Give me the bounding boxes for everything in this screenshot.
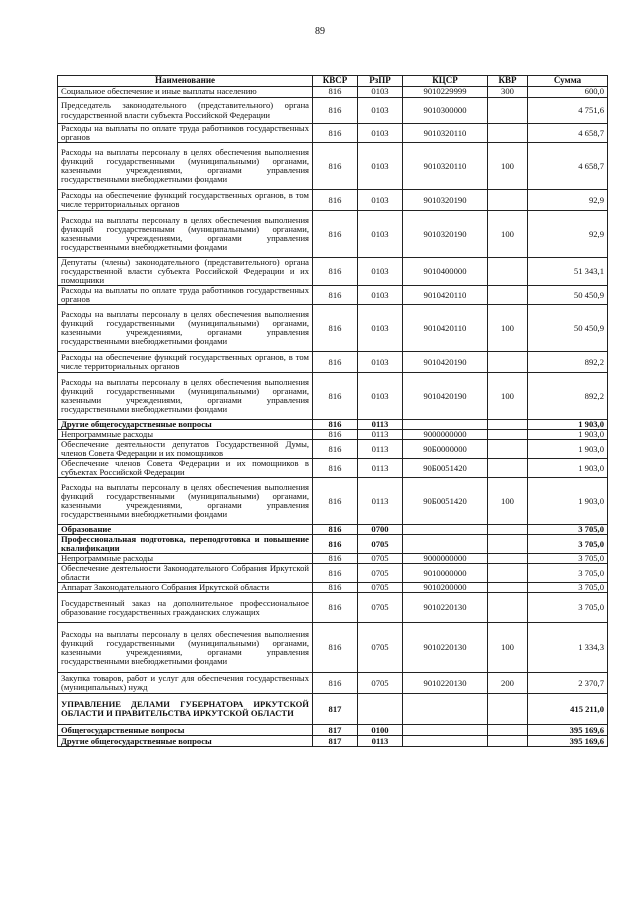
row-kvsr: 816 [313,143,358,190]
header-sum: Сумма [528,76,608,87]
row-kvsr: 817 [313,694,358,725]
row-kvr [488,440,528,459]
table-row [58,98,608,124]
row-kvr [488,258,528,286]
row-rzpr: 0103 [358,352,403,373]
row-kvr [488,564,528,583]
row-kcsr: 9010000000 [403,564,488,583]
row-kvr: 100 [488,623,528,673]
row-kvsr: 816 [313,440,358,459]
row-name: Другие общегосударственные вопросы [58,736,313,747]
row-rzpr: 0103 [358,258,403,286]
row-rzpr: 0705 [358,535,403,554]
table-row [58,373,608,420]
row-rzpr: 0103 [358,98,403,124]
row-kvr [488,694,528,725]
row-kvsr: 816 [313,190,358,211]
header-rzpr: РзПР [358,76,403,87]
row-kcsr [403,725,488,736]
row-sum: 1 903,0 [528,430,608,440]
row-kvsr: 816 [313,124,358,143]
row-name: Обеспечение деятельности Законодательного Собрания Иркутской области [58,564,313,583]
row-name: УПРАВЛЕНИЕ ДЕЛАМИ ГУБЕРНАТОРА ИРКУТСКОЙ ОБЛАСТИ И ПРАВИТЕЛЬСТВА ИРКУТСКОЙ ОБЛАСТИ [58,694,313,725]
row-kvsr: 816 [313,286,358,305]
table-row [58,124,608,143]
row-sum: 51 343,1 [528,258,608,286]
row-kvr: 100 [488,478,528,525]
row-kvr: 100 [488,305,528,352]
row-name: Расходы на выплаты по оплате труда работников государственных органов [58,124,313,143]
row-kcsr: 9010200000 [403,583,488,593]
table-row [58,420,608,430]
budget-table [57,75,608,747]
row-kvsr: 816 [313,98,358,124]
table-row [58,554,608,564]
row-kvsr: 816 [313,673,358,694]
header-name: Наименование [58,76,313,87]
page-number: 89 [315,26,325,37]
row-name: Общегосударственные вопросы [58,725,313,736]
row-kvsr: 816 [313,459,358,478]
row-kvr [488,352,528,373]
row-kcsr [403,535,488,554]
row-kcsr: 90Б0000000 [403,440,488,459]
row-rzpr: 0705 [358,623,403,673]
row-kvsr: 816 [313,593,358,623]
row-kcsr [403,736,488,747]
row-rzpr: 0103 [358,87,403,98]
row-kvr [488,430,528,440]
row-rzpr: 0705 [358,593,403,623]
row-name: Непрограммные расходы [58,554,313,564]
row-rzpr: 0113 [358,736,403,747]
row-rzpr: 0103 [358,124,403,143]
row-name: Другие общегосударственные вопросы [58,420,313,430]
table-row [58,564,608,583]
row-rzpr: 0113 [358,459,403,478]
row-name: Расходы на выплаты персоналу в целях обеспечения выполнения функций государственными (муниципальными) органами, казенными учреждениями, органами управления государственными внебюджетными фондами [58,143,313,190]
row-kcsr: 90Б0051420 [403,478,488,525]
table-row [58,593,608,623]
row-kvsr: 816 [313,478,358,525]
row-rzpr: 0113 [358,430,403,440]
row-kcsr: 9010420110 [403,286,488,305]
table-row [58,478,608,525]
row-kvr [488,593,528,623]
row-kcsr: 9010420190 [403,352,488,373]
row-kcsr [403,420,488,430]
row-name: Непрограммные расходы [58,430,313,440]
row-rzpr: 0113 [358,478,403,525]
table-header [58,76,608,87]
row-kvsr: 816 [313,583,358,593]
table-body [58,87,608,747]
row-sum: 2 370,7 [528,673,608,694]
row-kcsr [403,525,488,535]
table-row [58,87,608,98]
row-sum: 3 705,0 [528,525,608,535]
row-name: Депутаты (члены) законодательного (представительного) органа государственной власти субъекта Российской Федерации и их помощники [58,258,313,286]
table-row [58,430,608,440]
table-row [58,352,608,373]
row-sum: 4 658,7 [528,124,608,143]
row-kcsr: 9010320190 [403,211,488,258]
row-sum: 1 903,0 [528,420,608,430]
header-kvr: КВР [488,76,528,87]
row-name: Профессиональная подготовка, переподготовка и повышение квалификации [58,535,313,554]
header-kcsr: КЦСР [403,76,488,87]
row-kvsr: 816 [313,352,358,373]
row-kvr [488,736,528,747]
row-kvr: 100 [488,373,528,420]
row-name: Расходы на выплаты по оплате труда работников государственных органов [58,286,313,305]
row-rzpr: 0103 [358,286,403,305]
row-name: Обеспечение членов Совета Федерации и их помощников в субъектах Российской Федерации [58,459,313,478]
row-sum: 1 903,0 [528,440,608,459]
row-name: Расходы на обеспечение функций государственных органов, в том числе территориальных органов [58,352,313,373]
row-kvr [488,124,528,143]
row-name: Социальное обеспечение и иные выплаты населению [58,87,313,98]
header-row [58,76,608,87]
table-row [58,623,608,673]
row-sum: 3 705,0 [528,593,608,623]
header-kvsr: КВСР [313,76,358,87]
table-row [58,211,608,258]
row-sum: 3 705,0 [528,564,608,583]
row-kcsr [403,694,488,725]
row-kvsr: 817 [313,736,358,747]
row-kvr [488,286,528,305]
table-row [58,535,608,554]
row-sum: 892,2 [528,373,608,420]
row-kvsr: 816 [313,87,358,98]
row-kcsr: 9010420190 [403,373,488,420]
row-name: Закупка товаров, работ и услуг для обеспечения государственных (муниципальных) нужд [58,673,313,694]
row-sum: 415 211,0 [528,694,608,725]
row-kvr: 200 [488,673,528,694]
row-sum: 395 169,6 [528,736,608,747]
row-sum: 50 450,9 [528,305,608,352]
row-kvsr: 816 [313,420,358,430]
table-row [58,725,608,736]
row-kvsr: 816 [313,305,358,352]
row-name: Расходы на выплаты персоналу в целях обеспечения выполнения функций государственными (муниципальными) органами, казенными учреждениями, органами управления государственными внебюджетными фондами [58,373,313,420]
row-kcsr: 9010320110 [403,124,488,143]
row-kcsr: 9010420110 [403,305,488,352]
row-sum: 4 751,6 [528,98,608,124]
row-kcsr: 9010320190 [403,190,488,211]
row-name: Государственный заказ на дополнительное профессиональное образование государственных гражданских служащих [58,593,313,623]
row-name: Расходы на выплаты персоналу в целях обеспечения выполнения функций государственными (муниципальными) органами, казенными учреждениями, органами управления государственными внебюджетными фондами [58,623,313,673]
row-name: Расходы на обеспечение функций государственных органов, в том числе территориальных органов [58,190,313,211]
row-kcsr: 9010220130 [403,593,488,623]
row-sum: 50 450,9 [528,286,608,305]
row-kvr: 100 [488,211,528,258]
row-name: Расходы на выплаты персоналу в целях обеспечения выполнения функций государственными (муниципальными) органами, казенными учреждениями, органами управления государственными внебюджетными фондами [58,211,313,258]
table-row [58,583,608,593]
row-kvr [488,554,528,564]
row-kvr [488,583,528,593]
row-kvsr: 816 [313,373,358,420]
row-name: Аппарат Законодательного Собрания Иркутской области [58,583,313,593]
row-kvsr: 817 [313,725,358,736]
row-kcsr: 9010400000 [403,258,488,286]
row-sum: 92,9 [528,211,608,258]
row-kvsr: 816 [313,623,358,673]
row-rzpr: 0705 [358,564,403,583]
row-kvsr: 816 [313,535,358,554]
row-kvr [488,98,528,124]
row-rzpr: 0700 [358,525,403,535]
row-kvsr: 816 [313,258,358,286]
table-row [58,305,608,352]
table-row [58,736,608,747]
row-sum: 892,2 [528,352,608,373]
row-name: Расходы на выплаты персоналу в целях обеспечения выполнения функций государственными (муниципальными) органами, казенными учреждениями, органами управления государственными внебюджетными фондами [58,305,313,352]
row-sum: 1 334,3 [528,623,608,673]
row-kvr [488,420,528,430]
row-kvr [488,725,528,736]
row-rzpr: 0103 [358,305,403,352]
row-kvsr: 816 [313,525,358,535]
row-kvsr: 816 [313,554,358,564]
row-rzpr: 0100 [358,725,403,736]
row-name: Расходы на выплаты персоналу в целях обеспечения выполнения функций государственными (муниципальными) органами, казенными учреждениями, органами управления государственными внебюджетными фондами [58,478,313,525]
row-kcsr: 9010300000 [403,98,488,124]
table-row [58,258,608,286]
row-kcsr: 90Б0051420 [403,459,488,478]
row-sum: 3 705,0 [528,554,608,564]
row-name: Образование [58,525,313,535]
row-sum: 395 169,6 [528,725,608,736]
row-kvr [488,525,528,535]
row-sum: 92,9 [528,190,608,211]
row-kvr [488,535,528,554]
row-kcsr: 9010229999 [403,87,488,98]
row-name: Председатель законодательного (представительного) органа государственной власти субъекта Российской Федерации [58,98,313,124]
row-rzpr: 0103 [358,211,403,258]
row-sum: 4 658,7 [528,143,608,190]
row-rzpr: 0113 [358,440,403,459]
row-sum: 1 903,0 [528,478,608,525]
table-row [58,673,608,694]
row-rzpr: 0705 [358,583,403,593]
row-rzpr: 0103 [358,143,403,190]
row-rzpr: 0705 [358,673,403,694]
row-sum: 3 705,0 [528,583,608,593]
row-kcsr: 9010220130 [403,623,488,673]
table-row [58,190,608,211]
row-sum: 600,0 [528,87,608,98]
table-row [58,286,608,305]
row-rzpr: 0113 [358,420,403,430]
table-row [58,440,608,459]
row-kvr: 300 [488,87,528,98]
table-row [58,694,608,725]
row-kvr: 100 [488,143,528,190]
table-row [58,525,608,535]
row-rzpr: 0103 [358,190,403,211]
row-kcsr: 9010220130 [403,673,488,694]
row-kcsr: 9000000000 [403,554,488,564]
row-rzpr: 0103 [358,373,403,420]
row-kcsr: 9010320110 [403,143,488,190]
row-rzpr: 0705 [358,554,403,564]
row-kvsr: 816 [313,430,358,440]
table-row [58,459,608,478]
row-name: Обеспечение деятельности депутатов Государственной Думы, членов Совета Федерации и их помощников [58,440,313,459]
row-kvsr: 816 [313,564,358,583]
row-kvr [488,459,528,478]
row-rzpr [358,694,403,725]
table-row [58,143,608,190]
row-kcsr: 9000000000 [403,430,488,440]
row-sum: 1 903,0 [528,459,608,478]
row-sum: 3 705,0 [528,535,608,554]
row-kvsr: 816 [313,211,358,258]
row-kvr [488,190,528,211]
